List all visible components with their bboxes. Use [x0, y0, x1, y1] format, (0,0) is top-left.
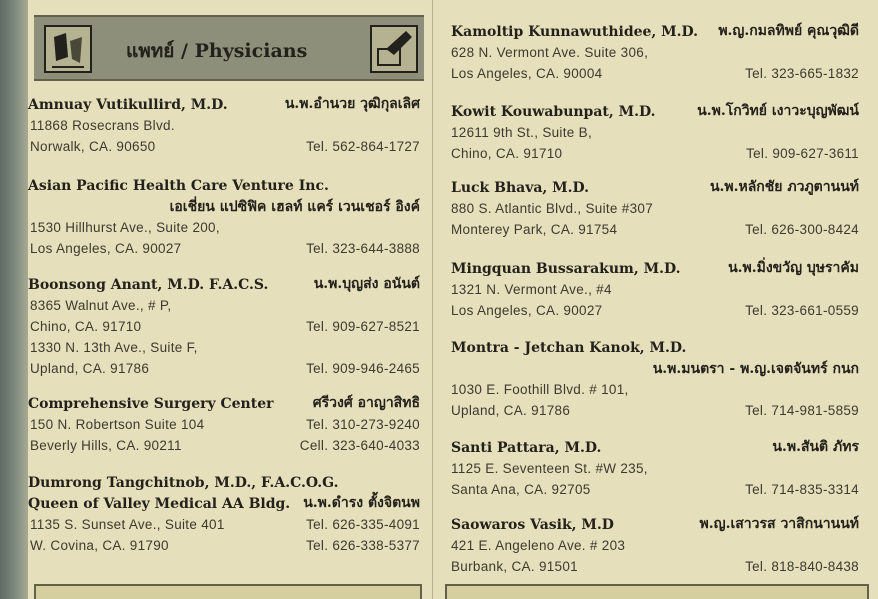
section-header: [34, 15, 424, 81]
physician-name: Asian Pacific Health Care Venture Inc.: [28, 178, 329, 194]
cell-number: Cell. 323-640-4033: [299, 438, 420, 453]
phone-number: Tel. 818-840-8438: [745, 559, 859, 574]
phone-number: Tel. 323-661-0559: [745, 303, 859, 318]
address-line: Monterey Park, CA. 91754: [451, 222, 618, 237]
next-section-box: [34, 584, 422, 599]
address-line: 1030 E. Foothill Blvd. # 101,: [451, 382, 629, 397]
physician-name: Comprehensive Surgery Center: [28, 396, 274, 412]
physician-name: Mingquan Bussarakum, M.D.: [451, 261, 681, 277]
thai-name: น.พ.ดำรง ตั้งจิตนพ: [303, 495, 420, 511]
thai-name: พ.ญ.กมลทิพย์ คุณวุฒิดี: [718, 23, 859, 39]
phone-number: Tel. 323-665-1832: [745, 66, 859, 81]
left-page: [28, 0, 433, 599]
thai-name: น.พ.มนตรา - พ.ญ.เจตจันทร์ กนก: [652, 361, 859, 377]
physician-entry: [28, 175, 420, 259]
address-line: Los Angeles, CA. 90027: [451, 303, 603, 318]
phone-number: Tel. 909-627-8521: [306, 319, 420, 334]
stethoscope-icon: [370, 25, 418, 73]
page-title: แพทย์ / Physicians: [126, 40, 308, 62]
address-line: Los Angeles, CA. 90004: [451, 66, 603, 81]
phone-number: Tel. 909-946-2465: [306, 361, 420, 376]
address-line: Santa Ana, CA. 92705: [451, 482, 591, 497]
physician-name: Boonsong Anant, M.D. F.A.C.S.: [28, 277, 269, 293]
book-binding: [0, 0, 28, 599]
thai-name: น.พ.หลักชัย ภวภูตานนท์: [709, 179, 859, 195]
phone-number: Tel. 562-864-1727: [306, 139, 420, 154]
address-line: Burbank, CA. 91501: [451, 559, 578, 574]
thai-name: พ.ญ.เสาวรส วาสิกนานนท์: [699, 516, 859, 532]
address-line: 1330 N. 13th Ave., Suite F,: [30, 340, 198, 355]
address-line: Chino, CA. 91710: [451, 146, 563, 161]
address-line: Los Angeles, CA. 90027: [30, 241, 182, 256]
address-line: Norwalk, CA. 90650: [30, 139, 156, 154]
address-line: 1530 Hillhurst Ave., Suite 200,: [30, 220, 220, 235]
physician-entry: [28, 94, 420, 157]
physician-entry: [451, 21, 859, 84]
address-line: 8365 Walnut Ave., # P,: [30, 298, 172, 313]
thai-name: น.พ.มิ่งขวัญ บุษราคัม: [728, 260, 859, 276]
physician-entry: [28, 472, 420, 556]
thai-name: น.พ.อำนวย วุฒิกุลเลิศ: [284, 96, 420, 112]
physician-name: Kowit Kouwabunpat, M.D.: [451, 104, 656, 120]
facility-name: Queen of Valley Medical AA Bldg.: [28, 496, 291, 512]
phone-number: Tel. 626-300-8424: [745, 222, 859, 237]
address-line: Upland, CA. 91786: [30, 361, 150, 376]
right-page: [433, 0, 878, 599]
phone-number: Tel. 626-338-5377: [306, 538, 420, 553]
physician-entry: [28, 393, 420, 456]
physician-name: Dumrong Tangchitnob, M.D., F.A.C.O.G.: [28, 475, 339, 491]
physician-entry: [451, 514, 859, 577]
address-line: Upland, CA. 91786: [451, 403, 571, 418]
next-section-box: [445, 584, 869, 599]
thai-name: ศรีวงศ์ อาญาสิทธิ: [312, 395, 420, 411]
thai-name: น.พ.สันติ ภัทร: [772, 439, 859, 455]
address-line: 1135 S. Sunset Ave., Suite 401: [30, 517, 225, 532]
physician-entry: [451, 177, 859, 240]
phone-number: Tel. 626-335-4091: [306, 517, 420, 532]
physician-entry: [451, 337, 859, 421]
physician-entry: [451, 101, 859, 164]
address-line: W. Covina, CA. 91790: [30, 538, 169, 553]
address-line: Beverly Hills, CA. 90211: [30, 438, 182, 453]
address-line: 1321 N. Vermont Ave., #4: [451, 282, 612, 297]
address-line: 12611 9th St., Suite B,: [451, 125, 592, 140]
thai-name: น.พ.โกวิทย์ เงาวะบุญพัฒน์: [697, 103, 859, 119]
physician-entry: [451, 437, 859, 500]
address-line: 628 N. Vermont Ave. Suite 306,: [451, 45, 649, 60]
phone-number: Tel. 909-627-3611: [746, 146, 859, 161]
thai-name: น.พ.บุญส่ง อนันต์: [313, 276, 420, 292]
physician-name: Luck Bhava, M.D.: [451, 180, 590, 196]
address-line: Chino, CA. 91710: [30, 319, 142, 334]
physician-name: Saowaros Vasik, M.D: [451, 517, 614, 533]
address-line: 880 S. Atlantic Blvd., Suite #307: [451, 201, 654, 216]
address-line: 150 N. Robertson Suite 104: [30, 417, 205, 432]
phone-number: Tel. 323-644-3888: [306, 241, 420, 256]
physician-entry: [451, 258, 859, 321]
physician-entry: [28, 274, 420, 379]
physician-name: Kamoltip Kunnawuthidee, M.D.: [451, 24, 699, 40]
physician-name: Montra - Jetchan Kanok, M.D.: [451, 340, 687, 356]
phone-number: Tel. 714-835-3314: [745, 482, 859, 497]
address-line: 11868 Rosecrans Blvd.: [30, 118, 175, 133]
physician-name: Amnuay Vutikullird, M.D.: [28, 97, 228, 113]
phone-number: Tel. 714-981-5859: [745, 403, 859, 418]
phone-number: Tel. 310-273-9240: [306, 417, 420, 432]
physician-name: Santi Pattara, M.D.: [451, 440, 602, 456]
thai-name: เอเชี่ยน แปซิฟิค เฮลท์ แคร์ เวนเชอร์ อิงค์: [169, 199, 420, 215]
address-line: 1125 E. Seventeen St. #W 235,: [451, 461, 648, 476]
address-line: 421 E. Angeleno Ave. # 203: [451, 538, 626, 553]
doctor-bag-icon: [44, 25, 92, 73]
